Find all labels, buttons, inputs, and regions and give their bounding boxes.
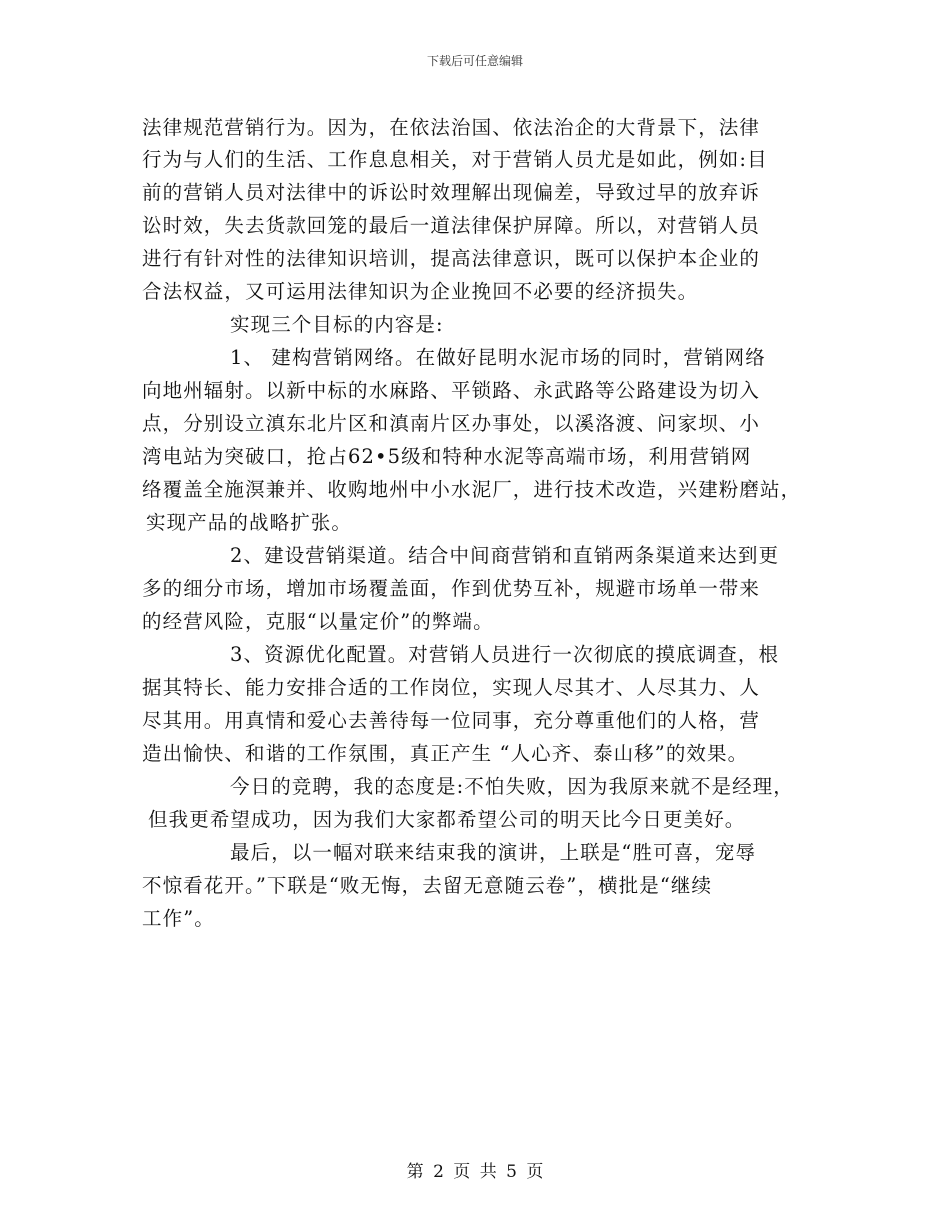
paragraph-line: 3、资源优化配置。对营销人员进行一次彻底的摸底调查，根	[230, 643, 780, 666]
page-header: 下载后可任意编辑	[426, 54, 523, 68]
paragraph-line: 络覆盖全施溟兼并、收购地州中小水泥厂，进行技术改造，兴建粉磨站，	[142, 478, 802, 501]
paragraph-line: 不惊看花开。”下联是“败无悔，去留无意随云卷”，横批是“继续	[142, 874, 713, 897]
paragraph-line: 行为与人们的生活、工作息息相关，对于营销人员尤是如此，例如:目	[142, 148, 768, 171]
paragraph-line: 但我更希望成功，因为我们大家都希望公司的明天比今日更美好。	[148, 808, 746, 831]
paragraph-line: 讼时效，失去货款回笼的最后一道法律保护屏障。所以，对营销人员	[142, 214, 761, 237]
paragraph-line: 湾电站为突破口，抢占62•5级和特种水泥等高端市场，利用营销网	[142, 445, 752, 468]
paragraph-line: 法律规范营销行为。因为，在依法治国、依法治企的大背景下，法律	[142, 116, 761, 139]
paragraph-line: 多的细分市场，增加市场覆盖面，作到优势互补，规避市场单一带来	[142, 577, 761, 600]
page-number-footer: 第 2 页 共 5 页	[406, 1162, 544, 1182]
paragraph-line: 今日的竞聘，我的态度是:不怕失败，因为我原来就不是经理，	[230, 775, 794, 798]
paragraph-line: 合法权益，又可运用法律知识为企业挽回不必要的经济损失。	[142, 280, 699, 303]
paragraph-line: 前的营销人员对法律中的诉讼时效理解出现偏差，导致过早的放弃诉	[142, 181, 761, 204]
paragraph-line: 的经营风险，克服“以量定价”的弊端。	[142, 610, 494, 633]
paragraph-line: 工作”。	[142, 907, 215, 930]
paragraph-line: 2、建设营销渠道。结合中间商营销和直销两条渠道来达到更	[230, 544, 780, 567]
paragraph-line: 最后，以一幅对联来结束我的演讲，上联是“胜可喜，宠辱	[230, 841, 757, 864]
paragraph-line: 向地州辐射。以新中标的水麻路、平锁路、永武路等公路建设为切入	[142, 379, 761, 402]
paragraph-line: 据其特长、能力安排合适的工作岗位，实现人尽其才、人尽其力、人	[142, 676, 761, 699]
paragraph-line: 点，分别设立滇东北片区和滇南片区办事处，以溪洛渡、问家坝、小	[142, 412, 761, 435]
paragraph-line: 1、 建构营销网络。在做好昆明水泥市场的同时，营销网络	[230, 346, 766, 369]
paragraph-line: 尽其用。用真情和爱心去善待每一位同事，充分尊重他们的人格，营	[142, 709, 761, 732]
paragraph-line: 实现产品的战略扩张。	[146, 511, 353, 534]
paragraph-line: 进行有针对性的法律知识培训，提高法律意识，既可以保护本企业的	[142, 247, 761, 270]
paragraph-line: 实现三个目标的内容是:	[230, 313, 444, 336]
paragraph-line: 造出愉快、和谐的工作氛围，真正产生 “人心齐、泰山移”的效果。	[142, 742, 749, 765]
